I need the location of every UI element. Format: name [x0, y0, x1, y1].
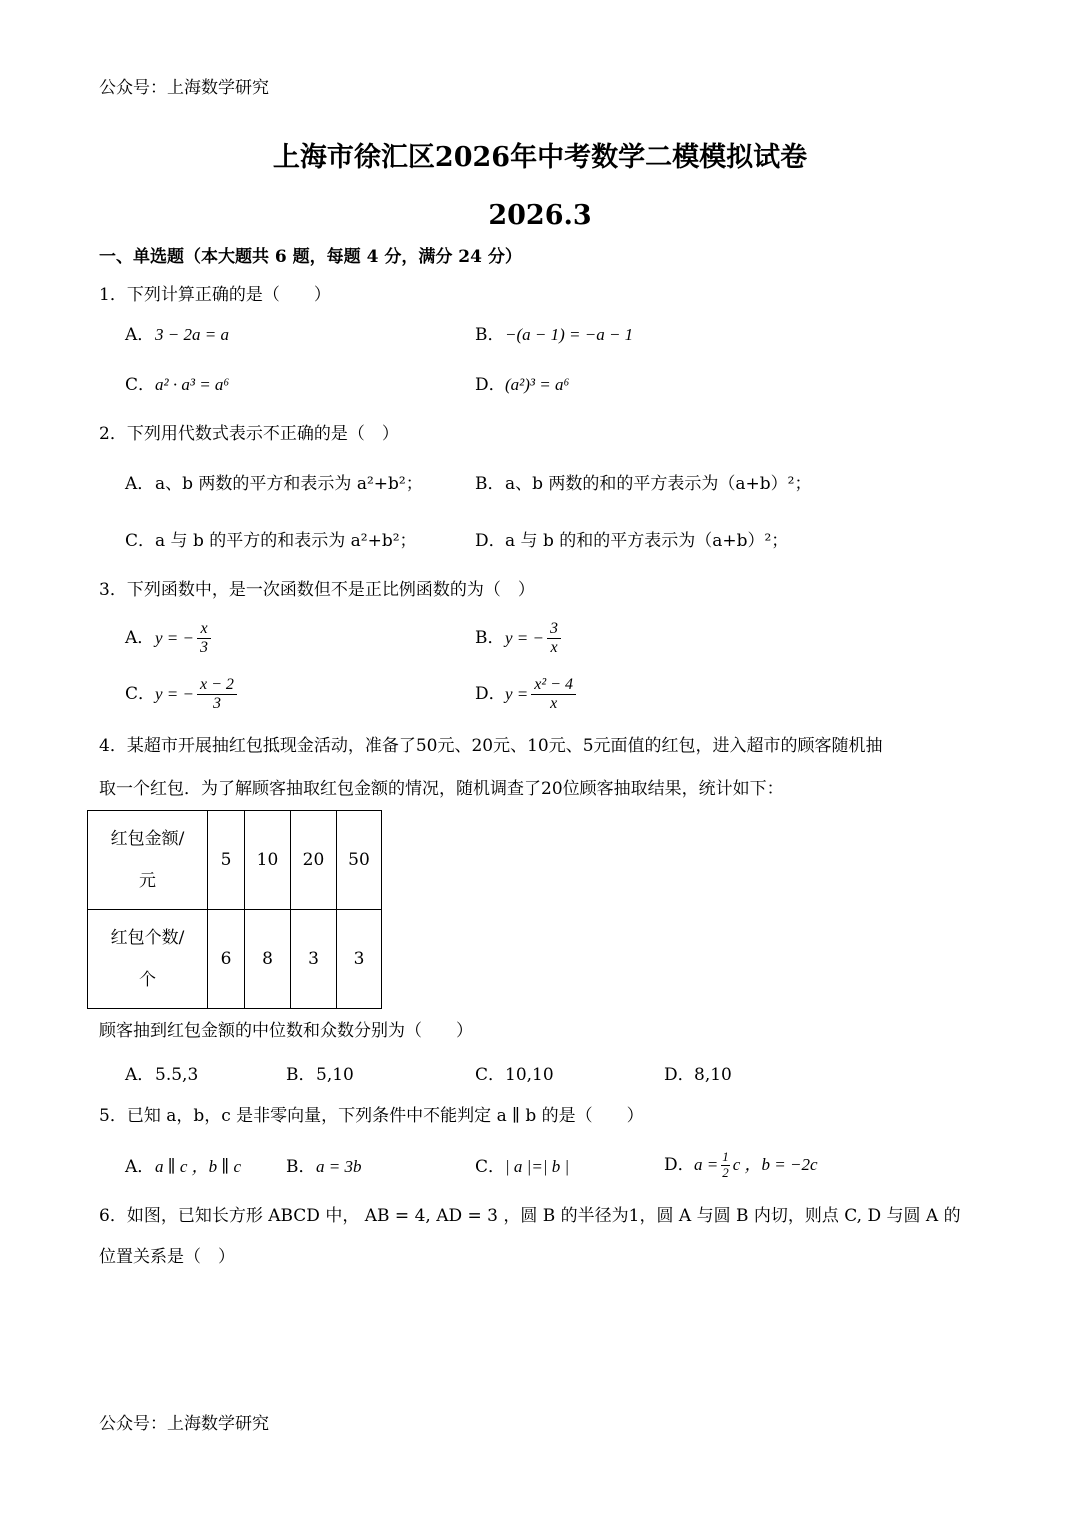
option-letter: D． [475, 375, 506, 395]
option-letter: B． [286, 1065, 316, 1085]
table-cell: 6 [208, 910, 245, 1009]
exam-date: 2026.3 [488, 200, 592, 231]
option-text: a 与 b 的和的平方表示为（a+b）²； [505, 531, 789, 551]
option-letter: C． [475, 1157, 506, 1177]
q5-stem: 5．已知 a，b，c 是非零向量，下列条件中不能判定 a ∥ b 的是（ ） [99, 1106, 644, 1126]
fraction [197, 620, 211, 658]
page-title: 上海市徐汇区2026年中考数学二模模拟试卷 [272, 142, 808, 173]
option-lhs: y = [505, 684, 529, 704]
table-header-cell [88, 910, 208, 1009]
option-expr: 3 − 2a = a [155, 325, 229, 344]
q5-option-a [125, 1157, 241, 1177]
option-letter: D． [475, 531, 506, 551]
option-text: 5.5,3 [155, 1065, 199, 1085]
numerator: x [197, 620, 210, 639]
table-header-cell [88, 811, 208, 910]
q6-line-2: 位置关系是（ ） [99, 1247, 235, 1267]
option-letter: B． [475, 325, 505, 345]
q1-option-a [125, 325, 229, 345]
option-letter: A． [125, 628, 155, 649]
option-text: a、b 两数的平方和表示为 a²+b²； [155, 474, 423, 494]
q1-option-d [475, 375, 569, 395]
numerator: 3 [547, 620, 561, 639]
denominator: 3 [200, 639, 208, 657]
q3-stem: 3．下列函数中，是一次函数但不是正比例函数的为（ ） [99, 580, 535, 600]
q3-option-a [125, 620, 214, 658]
q2-option-b [475, 474, 812, 494]
option-letter: C． [125, 375, 156, 395]
q5-option-b [286, 1157, 361, 1177]
option-letter: A． [125, 474, 155, 494]
denominator: 3 [212, 695, 221, 713]
q4-option-c [475, 1065, 554, 1085]
option-text: | a |=| b | [505, 1157, 570, 1176]
q4-option-d [664, 1065, 732, 1085]
q2-stem: 2．下列用代数式表示不正确的是（ ） [99, 424, 399, 444]
option-letter: D． [664, 1154, 695, 1175]
header-account: 公众号：上海数学研究 [99, 78, 269, 98]
q1-stem: 1．下列计算正确的是（ ） [99, 285, 331, 305]
option-letter: D． [475, 684, 506, 705]
fraction [721, 1150, 730, 1181]
q4-option-b [286, 1065, 354, 1085]
q2-option-d [475, 531, 788, 551]
q2-option-a [125, 474, 423, 494]
q3-option-d [475, 676, 579, 714]
table-cell: 8 [245, 910, 291, 1009]
q5-option-c [475, 1157, 569, 1177]
option-text: a ∥ c ，b ∥ c [155, 1157, 242, 1176]
header-line: 红包金额/ [110, 829, 185, 849]
table-cell: 3 [291, 910, 337, 1009]
option-lhs: a = [694, 1154, 719, 1174]
option-text: a、b 两数的和的平方表示为（a+b）²； [505, 474, 812, 494]
table-cell: 5 [208, 811, 245, 910]
option-expr: (a²)³ = a⁶ [505, 375, 570, 394]
header-line: 个 [139, 970, 156, 990]
section-heading: 一、单选题（本大题共 6 题，每题 4 分，满分 24 分） [99, 247, 522, 267]
q3-option-b [475, 620, 564, 658]
header-line: 元 [139, 871, 156, 891]
option-rhs: c ，b = −2c [732, 1154, 818, 1174]
q1-option-c [125, 375, 229, 395]
option-letter: A． [125, 325, 155, 345]
option-expr: −(a − 1) = −a − 1 [505, 325, 634, 344]
red-envelope-table [87, 810, 382, 1009]
q3-option-c [125, 676, 240, 714]
numerator: x² − 4 [531, 676, 576, 695]
option-letter: B． [475, 474, 505, 494]
numerator: x − 2 [197, 676, 237, 695]
option-text: a = 3b [316, 1157, 362, 1176]
option-expr: a² · a³ = a⁶ [155, 375, 230, 394]
q6-line-1: 6．如图，已知长方形 ABCD 中， AB = 4, AD = 3 ，圆 B 的半径为1，圆 A 与圆 B 内切，则点 C, D 与圆 A 的 [99, 1206, 961, 1226]
option-letter: A． [125, 1157, 155, 1177]
option-text: a 与 b 的平方的和表示为 a²+b²； [155, 531, 417, 551]
numerator: 1 [722, 1149, 729, 1164]
table-cell: 3 [337, 910, 382, 1009]
q4-option-a [125, 1065, 198, 1085]
option-letter: A． [125, 1065, 155, 1085]
option-lhs: y = − [505, 628, 544, 648]
denominator: 2 [722, 1164, 729, 1180]
header-line: 红包个数/ [110, 928, 185, 948]
option-text: 10,10 [505, 1065, 554, 1085]
option-letter: B． [475, 628, 505, 649]
q1-option-b [475, 325, 633, 345]
denominator: x [550, 695, 558, 713]
q2-option-c [125, 531, 417, 551]
q4-line-1: 4．某超市开展抽红包抵现金活动，准备了50元、20元、10元、5元面值的红包，进入超市的顾客随机抽 [99, 736, 883, 756]
option-text: 8,10 [694, 1065, 732, 1085]
table-cell: 50 [337, 811, 382, 910]
option-letter: B． [286, 1157, 316, 1177]
option-letter: D． [664, 1065, 695, 1085]
q4-line-2: 取一个红包．为了解顾客抽取红包金额的情况，随机调查了20位顾客抽取结果，统计如下： [99, 779, 784, 799]
q5-option-d [664, 1150, 818, 1181]
table-row [88, 811, 382, 910]
option-letter: C． [125, 531, 156, 551]
table-cell: 20 [291, 811, 337, 910]
q4-question: 顾客抽到红包金额的中位数和众数分别为（ ） [99, 1021, 473, 1041]
table-cell: 10 [245, 811, 291, 910]
option-lhs: y = − [155, 684, 194, 704]
footer-account: 公众号：上海数学研究 [99, 1414, 269, 1434]
option-lhs: y = − [155, 628, 194, 648]
option-letter: C． [125, 684, 156, 705]
option-text: 5,10 [316, 1065, 354, 1085]
option-letter: C． [475, 1065, 506, 1085]
fraction [197, 676, 237, 714]
denominator: x [550, 639, 558, 657]
fraction [547, 620, 561, 658]
fraction [531, 676, 576, 714]
table-row [88, 910, 382, 1009]
